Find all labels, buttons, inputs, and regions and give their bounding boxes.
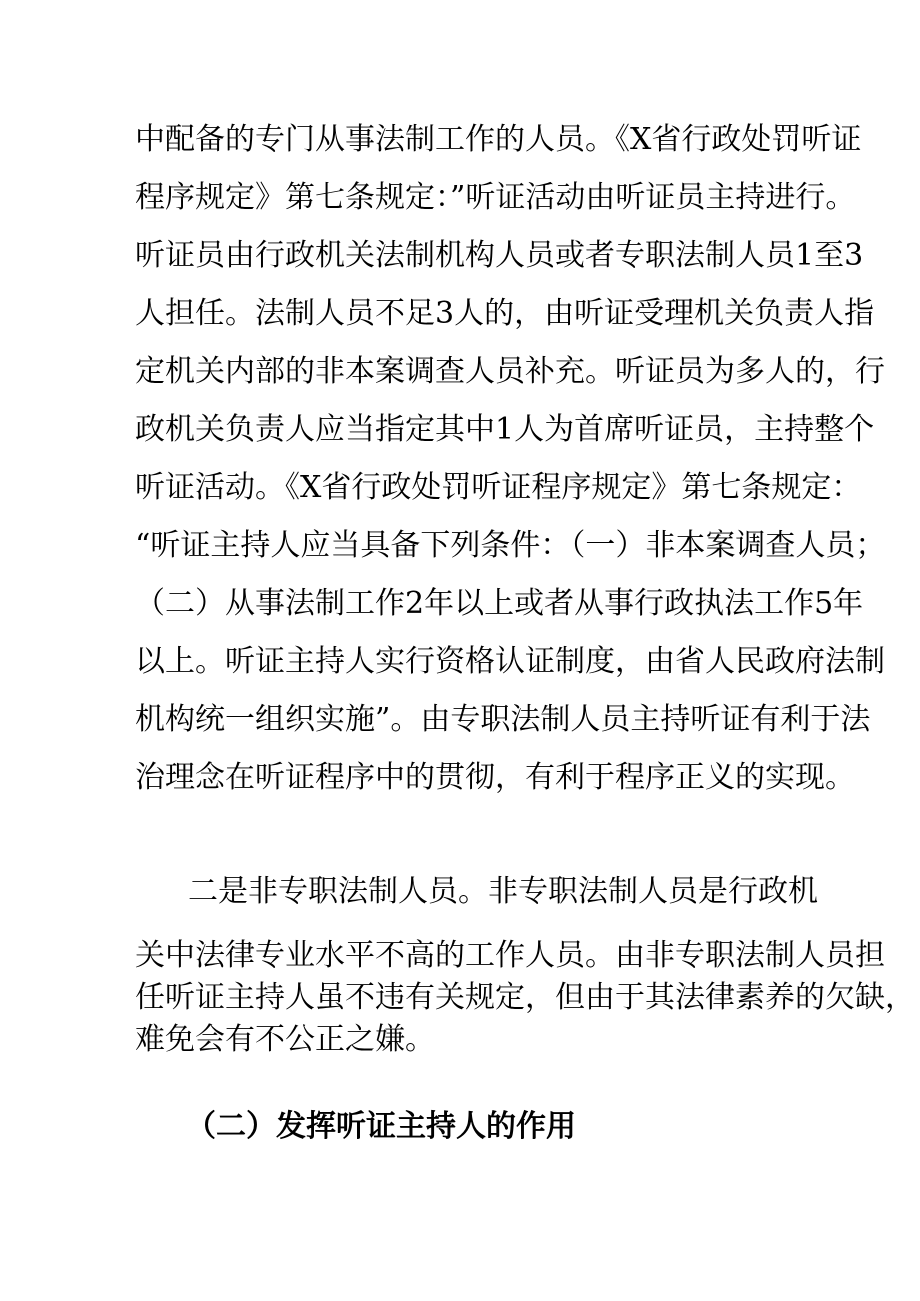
paragraph-line: 定机关内部的非本案调查人员补充。听证员为多人的，行 <box>135 354 885 389</box>
paragraph-line: 程序规定》第七条规定：”听证活动由听证员主持进行。 <box>135 180 856 215</box>
paragraph-line: 人担任。法制人员不足3人的，由听证受理机关负责人指 <box>135 296 875 331</box>
paragraph-line: 治理念在听证程序中的贯彻，有利于程序正义的实现。 <box>135 760 855 795</box>
paragraph-line: 听证员由行政机关法制机构人员或者专职法制人员1至3 <box>135 238 864 273</box>
paragraph-line: 二是非专职法制人员。非专职法制人员是行政机 <box>188 874 818 909</box>
paragraph-line: 政机关负责人应当指定其中1人为首席听证员，主持整个 <box>135 412 875 447</box>
paragraph-line: “听证主持人应当具备下列条件：（一）非本案调查人员； <box>135 528 886 563</box>
paragraph-line: 机构统一组织实施”。由专职法制人员主持听证有利于法 <box>135 702 871 737</box>
paragraph-line: 听证活动。《X省行政处罚听证程序规定》第七条规定： <box>135 470 862 505</box>
paragraph-line: 以上。听证主持人实行资格认证制度，由省人民政府法制 <box>135 644 885 679</box>
paragraph-line: （二）从事法制工作2年以上或者从事行政执法工作5年 <box>135 586 864 621</box>
section-heading: （二）发挥听证主持人的作用 <box>186 1109 576 1144</box>
paragraph-line: 关中法律专业水平不高的工作人员。由非专职法制人员担 <box>135 938 885 973</box>
paragraph-line: 任听证主持人虽不违有关规定，但由于其法律素养的欠缺， <box>135 980 915 1015</box>
paragraph-line: 难免会有不公正之嫌。 <box>135 1022 435 1057</box>
paragraph-line: 中配备的专门从事法制工作的人员。《X省行政处罚听证 <box>135 122 862 157</box>
